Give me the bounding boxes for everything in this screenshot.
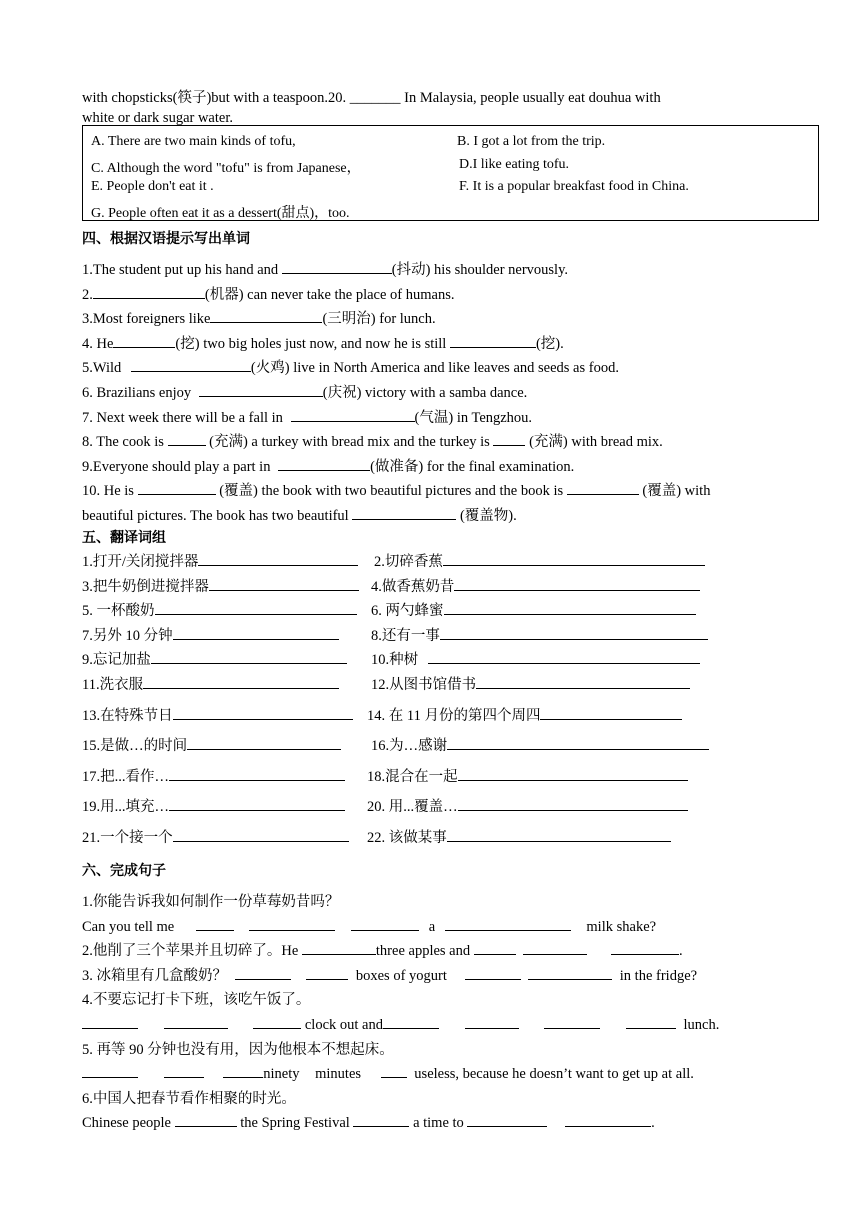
- s5-row-7: 13.在特殊节日 14. 在 11 月份的第四个周四: [82, 704, 802, 729]
- s6-q6-en: Chinese people the Spring Festival a time to .: [82, 1115, 655, 1132]
- section-4-title: 四、根据汉语提示写出单词: [82, 231, 250, 247]
- s4-item-2: 2. (机器) can never take the place of humans.: [82, 286, 455, 303]
- s6-q1-cn: 1.你能告诉我如何制作一份草莓奶昔吗？: [82, 894, 340, 910]
- option-b: B. I got a lot from the trip.: [457, 134, 606, 149]
- s6-q3: 3. 冰箱里有几盒酸奶？ boxes of yogurt in the fridge?: [82, 967, 698, 984]
- s6-q1-en: Can you tell me a milk shake?: [82, 918, 657, 935]
- s4-item-3: 3.Most foreigners like (三明治) for lunch.: [82, 311, 436, 328]
- option-g: G. People often eat it as a dessert(甜点)，too.: [91, 206, 350, 221]
- s4-item-8: 8. The cook is (充满) a turkey with bread mix and the turkey is (充满) with bread mix.: [82, 434, 663, 451]
- reading-line-2: white or dark sugar water.: [82, 110, 233, 126]
- s4-item-9: 9.Everyone should play a part in (做准备) for the final examination.: [82, 458, 575, 475]
- s5-row-3: 5. 一杯酸奶 6. 两勺蜂蜜: [82, 599, 802, 624]
- s6-q6-cn: 6.中国人把春节看作相聚的时光。: [82, 1090, 296, 1107]
- section-4: [82, 224, 802, 529]
- reading-line-1: with chopsticks(筷子)but with a teaspoon.20. _______ In Malaysia, people usually eat douhua with: [82, 90, 661, 106]
- section-5-title: 五、翻译词组: [82, 530, 166, 546]
- options-box: [82, 125, 819, 221]
- s4-item-1: 1.The student put up his hand and (抖动) his shoulder nervously.: [82, 262, 569, 278]
- option-d: D.I like eating tofu.: [459, 157, 570, 172]
- s5-row-5: 9.忘记加盐 10.种树: [82, 648, 802, 673]
- s5-row-6: 11.洗衣服 12.从图书馆借书: [82, 673, 802, 698]
- s6-q5-en: ninety minutes useless, because he doesn’t want to get up at all.: [82, 1062, 802, 1087]
- s6-q5-cn: 5. 再等 90 分钟也没有用，因为他根本不想起床。: [82, 1041, 394, 1058]
- section-6-title: 六、完成句子: [82, 863, 166, 879]
- s5-row-4: 7.另外 10 分钟 8.还有一事: [82, 624, 802, 649]
- s5-row-11: 21.一个接一个 22. 该做某事: [82, 826, 802, 851]
- s5-row-2: 3.把牛奶倒进搅拌器 4.做香蕉奶昔: [82, 575, 802, 600]
- section-5: [82, 526, 802, 851]
- s4-item-4: 4. He (挖) two big holes just now, and now he is still (挖).: [82, 335, 564, 352]
- s4-item-5: 5.Wild (火鸡) live in North America and like leaves and seeds as food.: [82, 360, 619, 377]
- option-a: A. There are two main kinds of tofu,: [91, 134, 296, 149]
- s5-row-1: 1.打开/关闭搅拌器 2.切碎香蕉: [82, 550, 802, 575]
- option-c: C. Although the word "tofu" is from Japanese，: [91, 161, 361, 176]
- section-6: [82, 858, 802, 1136]
- option-e: E. People don't eat it .: [91, 179, 214, 194]
- s4-item-10: 10. He is (覆盖) the book with two beautiful pictures and the book is (覆盖) with: [82, 483, 711, 500]
- s5-row-8: 15.是做…的时间 16.为…感谢: [82, 734, 802, 759]
- s6-q4-en: clock out and lunch.: [82, 1013, 802, 1038]
- s4-item-10-cont: beautiful pictures. The book has two beautiful (覆盖物).: [82, 507, 517, 524]
- s6-q2: 2.他削了三个苹果并且切碎了。He three apples and .: [82, 943, 683, 960]
- s4-item-6: 6. Brazilians enjoy (庆祝) victory with a samba dance.: [82, 384, 528, 401]
- s4-item-7: 7. Next week there will be a fall in (气温) in Tengzhou.: [82, 409, 533, 426]
- s6-q4-cn: 4.不要忘记打卡下班，该吃午饭了。: [82, 992, 311, 1009]
- s5-row-10: 19.用...填充… 20. 用...覆盖…: [82, 795, 802, 820]
- s5-row-9: 17.把...看作… 18.混合在一起: [82, 765, 802, 790]
- option-f: F. It is a popular breakfast food in China.: [459, 179, 689, 194]
